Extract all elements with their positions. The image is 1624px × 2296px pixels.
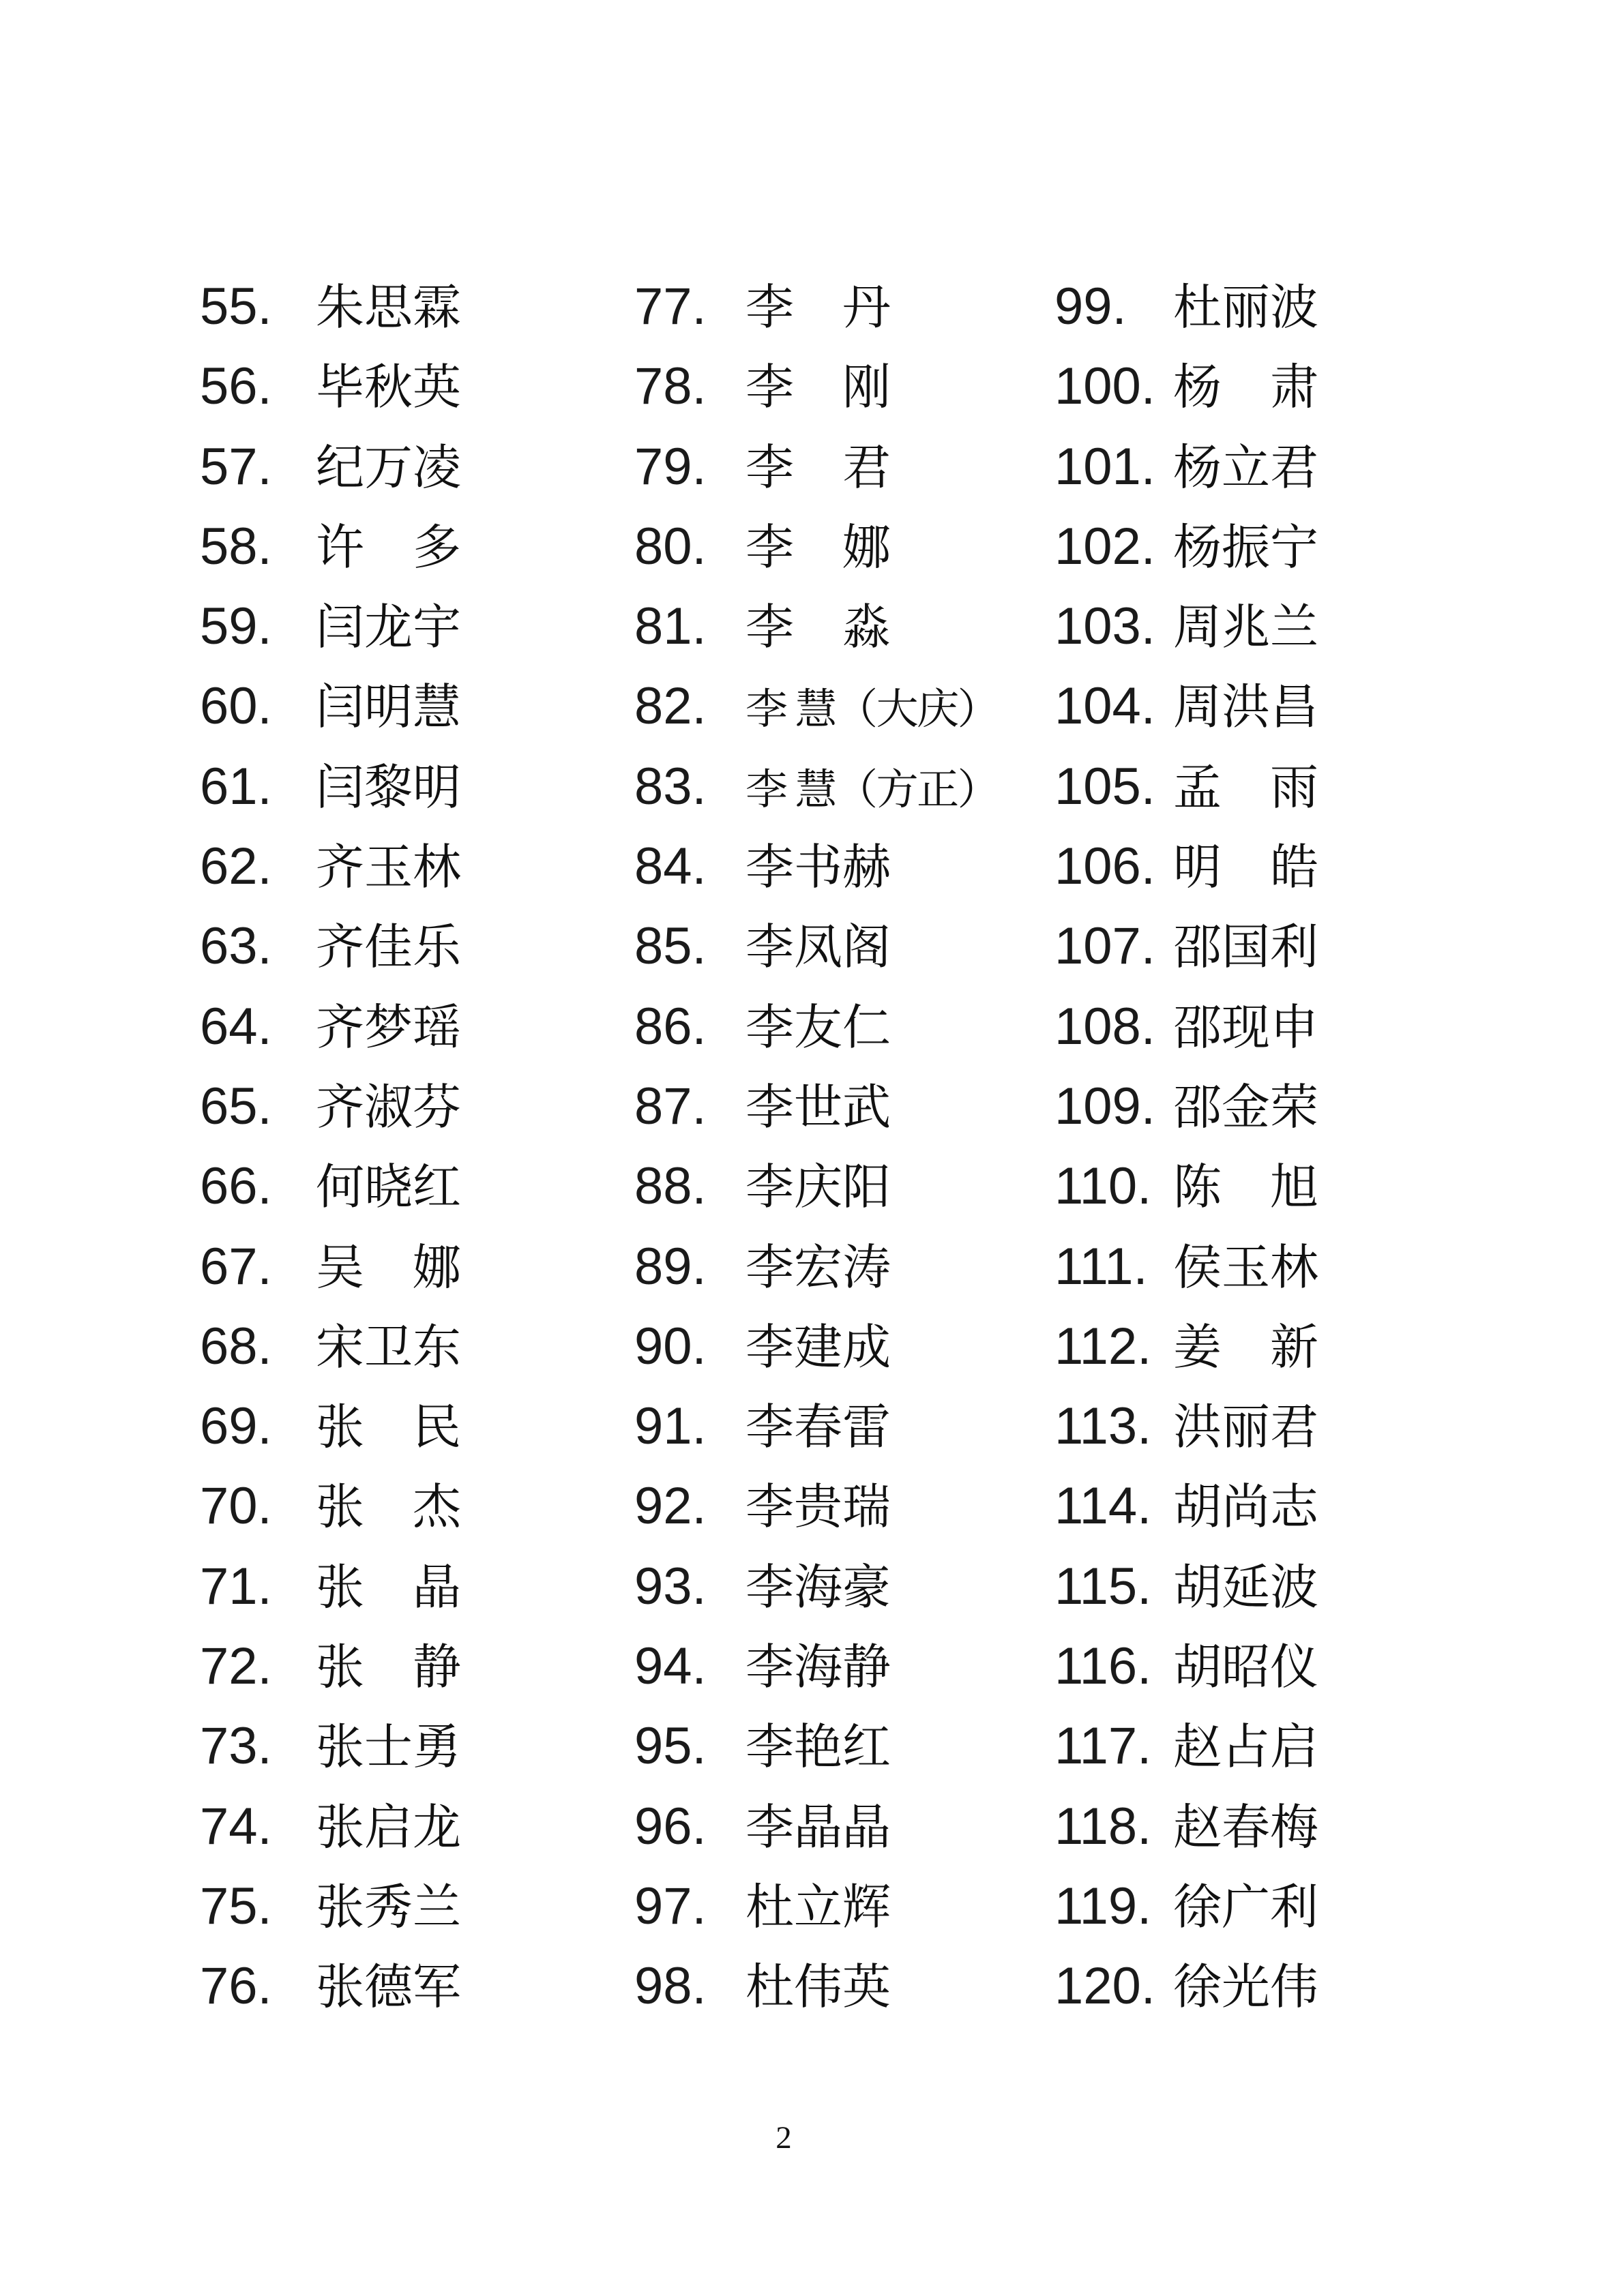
page-number: 2: [776, 2120, 792, 2156]
list-item: [200, 427, 461, 507]
item-name: 杨 肃: [1173, 361, 1319, 415]
item-number: 79.: [634, 437, 707, 496]
item-name: 李 淼: [745, 601, 891, 655]
item-number: 95.: [634, 1717, 707, 1776]
item-name: 邵金荣: [1173, 1081, 1319, 1135]
item-name: 宋卫东: [316, 1321, 462, 1375]
item-number: 110.: [1054, 1157, 1152, 1216]
item-name: 李春雷: [745, 1401, 891, 1455]
item-number: 108.: [1054, 997, 1155, 1056]
item-number: 112.: [1054, 1317, 1152, 1375]
list-item: [1054, 1626, 1318, 1706]
list-item: [634, 1547, 998, 1626]
item-number: 115.: [1054, 1557, 1152, 1615]
item-number: 107.: [1054, 917, 1155, 976]
item-name: 闫明慧: [316, 681, 462, 735]
item-name: 齐玉林: [316, 841, 462, 895]
item-name: 张士勇: [316, 1721, 462, 1775]
item-number: 113.: [1054, 1397, 1152, 1456]
item-number: 92.: [634, 1477, 707, 1536]
list-item: [1054, 1307, 1318, 1386]
item-number: 75.: [200, 1877, 272, 1935]
item-number: 119.: [1054, 1877, 1152, 1935]
name-list-column-2: [634, 267, 998, 2027]
item-name: 邵国利: [1173, 921, 1319, 975]
item-number: 100.: [1054, 357, 1155, 416]
list-item: [1054, 1466, 1318, 1546]
item-name: 孟 雨: [1173, 761, 1319, 815]
item-name: 毕秋英: [316, 361, 462, 415]
list-item: [634, 906, 998, 986]
item-number: 90.: [634, 1317, 707, 1375]
list-item: [200, 747, 461, 826]
list-item: [634, 586, 998, 666]
list-item: [1054, 427, 1318, 507]
item-name: 洪丽君: [1173, 1401, 1319, 1455]
list-item: [634, 987, 998, 1067]
item-name: 杜丽波: [1173, 282, 1319, 335]
item-number: 89.: [634, 1237, 707, 1296]
item-number: 63.: [200, 917, 272, 976]
item-name: 齐淑芬: [316, 1081, 462, 1135]
item-name: 徐广利: [1173, 1881, 1319, 1935]
item-name: 李 刚: [745, 361, 891, 415]
list-item: [200, 906, 461, 986]
item-number: 66.: [200, 1157, 272, 1216]
item-name: 周洪昌: [1173, 681, 1319, 735]
list-item: [200, 586, 461, 666]
item-name: 李 娜: [745, 521, 891, 575]
list-item: [200, 1466, 461, 1546]
item-name: 姜 新: [1173, 1321, 1319, 1375]
item-number: 76.: [200, 1957, 272, 2016]
item-name: 李友仁: [745, 1001, 891, 1055]
list-item: [200, 1227, 461, 1307]
item-name: 陈 旭: [1173, 1161, 1319, 1215]
list-item: [1054, 1146, 1318, 1226]
list-item: [200, 1866, 461, 1946]
item-number: 56.: [200, 357, 272, 416]
list-item: [200, 826, 461, 906]
list-item: [200, 1626, 461, 1706]
item-name: 李 君: [745, 441, 891, 495]
item-number: 111.: [1054, 1237, 1148, 1296]
item-name: 吴 娜: [316, 1241, 462, 1295]
list-item: [200, 666, 461, 746]
list-item: [634, 1227, 998, 1307]
item-number: 74.: [200, 1797, 272, 1855]
item-name: 赵春梅: [1173, 1801, 1319, 1855]
item-number: 103.: [1054, 597, 1155, 656]
list-item: [200, 1146, 461, 1226]
item-number: 117.: [1054, 1717, 1152, 1776]
item-number: 71.: [200, 1557, 272, 1615]
item-number: 59.: [200, 597, 272, 656]
list-item: [634, 1466, 998, 1546]
list-item: [634, 1706, 998, 1786]
list-item: [1054, 1067, 1318, 1146]
item-name: 杜立辉: [745, 1881, 891, 1935]
list-item: [634, 1146, 998, 1226]
item-name: 闫龙宇: [316, 601, 462, 655]
list-item: [1054, 1706, 1318, 1786]
item-name: 李世武: [745, 1081, 891, 1135]
item-number: 60.: [200, 677, 272, 736]
item-number: 102.: [1054, 517, 1155, 576]
list-item: [200, 1307, 461, 1386]
item-number: 72.: [200, 1637, 272, 1696]
item-number: 69.: [200, 1397, 272, 1456]
item-name: 朱思霖: [316, 282, 462, 335]
item-name: 纪万凌: [316, 441, 462, 495]
item-name: 张秀兰: [316, 1881, 462, 1935]
item-name: 明 皓: [1173, 841, 1319, 895]
item-name: 张启龙: [316, 1801, 462, 1855]
item-number: 62.: [200, 837, 272, 896]
list-item: [1054, 906, 1318, 986]
list-item: [1054, 1866, 1318, 1946]
item-name: 闫黎明: [316, 761, 462, 815]
name-list-column-3: [1054, 267, 1318, 2027]
item-name: 侯玉林: [1173, 1241, 1319, 1295]
list-item: [634, 666, 998, 746]
item-name: 胡尚志: [1173, 1481, 1319, 1535]
list-item: [1054, 826, 1318, 906]
item-number: 118.: [1054, 1797, 1152, 1855]
item-number: 61.: [200, 757, 272, 816]
item-number: 109.: [1054, 1077, 1155, 1135]
list-item: [200, 1386, 461, 1466]
item-name: 李 慧（大庆）: [745, 687, 999, 734]
list-item: [200, 987, 461, 1067]
item-number: 78.: [634, 357, 707, 416]
item-number: 104.: [1054, 677, 1155, 736]
list-item: [1054, 1386, 1318, 1466]
item-name: 张 杰: [316, 1481, 462, 1535]
item-number: 57.: [200, 437, 272, 496]
list-item: [200, 346, 461, 426]
item-number: 94.: [634, 1637, 707, 1696]
list-item: [200, 1706, 461, 1786]
list-item: [634, 1866, 998, 1946]
item-name: 邵现申: [1173, 1001, 1319, 1055]
list-item: [200, 507, 461, 586]
list-item: [1054, 1787, 1318, 1866]
item-name: 徐光伟: [1173, 1961, 1319, 2015]
item-name: 齐梦瑶: [316, 1001, 462, 1055]
list-item: [634, 1626, 998, 1706]
item-number: 99.: [1054, 278, 1127, 336]
item-number: 70.: [200, 1477, 272, 1536]
list-item: [634, 427, 998, 507]
item-number: 77.: [634, 278, 707, 336]
item-number: 120.: [1054, 1957, 1155, 2016]
list-item: [634, 507, 998, 586]
item-name: 许 多: [316, 521, 462, 575]
item-name: 李建成: [745, 1321, 891, 1375]
list-item: [634, 1307, 998, 1386]
item-number: 88.: [634, 1157, 707, 1216]
list-item: [634, 346, 998, 426]
item-name: 周兆兰: [1173, 601, 1319, 655]
item-name: 张 晶: [316, 1561, 462, 1615]
item-name: 张 静: [316, 1641, 462, 1695]
item-number: 58.: [200, 517, 272, 576]
item-number: 116.: [1054, 1637, 1152, 1696]
item-number: 67.: [200, 1237, 272, 1296]
item-number: 97.: [634, 1877, 707, 1935]
item-name: 何晓红: [316, 1161, 462, 1215]
list-item: [1054, 1547, 1318, 1626]
item-number: 82.: [634, 677, 707, 736]
item-name: 胡昭仪: [1173, 1641, 1319, 1695]
list-item: [634, 747, 998, 826]
item-name: 李书赫: [745, 841, 891, 895]
list-item: [1054, 747, 1318, 826]
item-name: 李宏涛: [745, 1241, 891, 1295]
list-item: [1054, 507, 1318, 586]
list-item: [1054, 346, 1318, 426]
list-item: [634, 1386, 998, 1466]
item-name: 李海静: [745, 1641, 891, 1695]
item-number: 85.: [634, 917, 707, 976]
item-name: 杨振宁: [1173, 521, 1319, 575]
item-name: 齐佳乐: [316, 921, 462, 975]
item-number: 101.: [1054, 437, 1155, 496]
item-number: 55.: [200, 278, 272, 336]
item-number: 98.: [634, 1957, 707, 2016]
item-number: 87.: [634, 1077, 707, 1135]
list-item: [634, 267, 998, 346]
item-name: 李艳红: [745, 1721, 891, 1775]
item-number: 84.: [634, 837, 707, 896]
list-item: [1054, 267, 1318, 346]
item-number: 91.: [634, 1397, 707, 1456]
item-name: 杨立君: [1173, 441, 1319, 495]
list-item: [200, 267, 461, 346]
item-name: 张德军: [316, 1961, 462, 2015]
item-number: 73.: [200, 1717, 272, 1776]
item-name: 杜伟英: [745, 1961, 891, 2015]
item-name: 李庆阳: [745, 1161, 891, 1215]
item-number: 86.: [634, 997, 707, 1056]
item-number: 114.: [1054, 1477, 1152, 1536]
item-number: 93.: [634, 1557, 707, 1615]
item-number: 81.: [634, 597, 707, 656]
list-item: [1054, 1946, 1318, 2026]
list-item: [634, 1787, 998, 1866]
list-item: [634, 1946, 998, 2026]
item-name: 胡延波: [1173, 1561, 1319, 1615]
item-number: 68.: [200, 1317, 272, 1375]
item-name: 李晶晶: [745, 1801, 891, 1855]
item-name: 李凤阁: [745, 921, 891, 975]
item-name: 张 民: [316, 1401, 462, 1455]
item-number: 106.: [1054, 837, 1155, 896]
list-item: [200, 1946, 461, 2026]
list-item: [1054, 987, 1318, 1067]
item-number: 96.: [634, 1797, 707, 1855]
item-name: 赵占启: [1173, 1721, 1319, 1775]
item-number: 64.: [200, 997, 272, 1056]
item-name: 李 慧（方正）: [745, 766, 999, 814]
name-list-column-1: [200, 267, 461, 2027]
list-item: [1054, 666, 1318, 746]
item-name: 李海豪: [745, 1561, 891, 1615]
list-item: [200, 1067, 461, 1146]
list-item: [200, 1787, 461, 1866]
item-name: 李 丹: [745, 282, 891, 335]
list-item: [634, 1067, 998, 1146]
item-number: 83.: [634, 757, 707, 816]
list-item: [634, 826, 998, 906]
list-item: [200, 1547, 461, 1626]
list-item: [1054, 1227, 1318, 1307]
item-number: 105.: [1054, 757, 1155, 816]
list-item: [1054, 586, 1318, 666]
item-number: 80.: [634, 517, 707, 576]
item-name: 李贵瑞: [745, 1481, 891, 1535]
item-number: 65.: [200, 1077, 272, 1135]
